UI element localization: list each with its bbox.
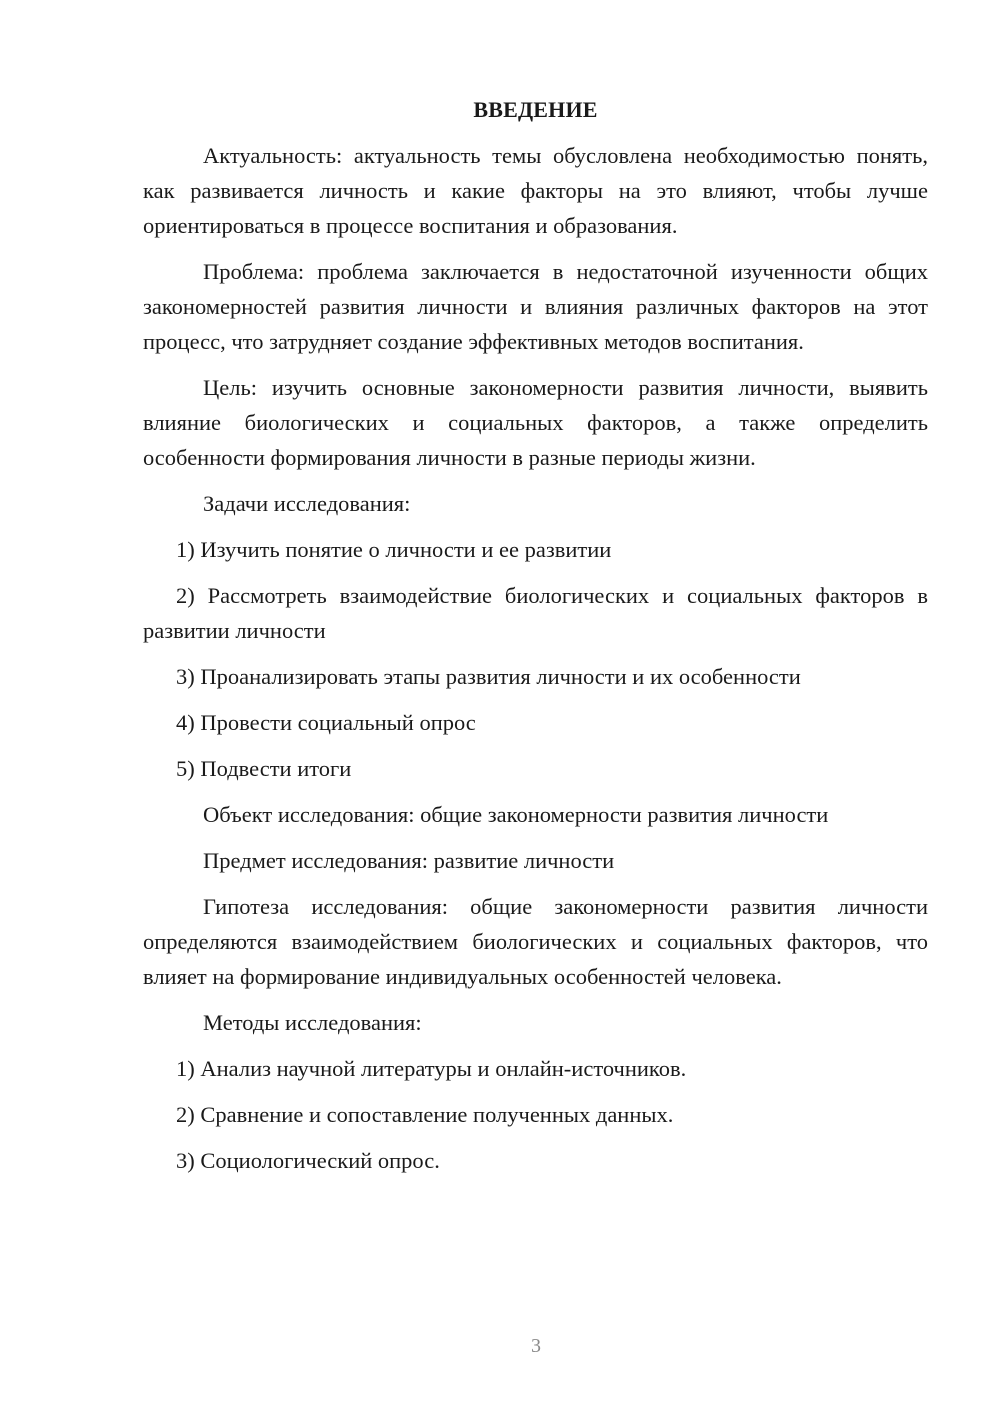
task-item: 3) Проанализировать этапы развития личности и их особенности — [176, 664, 801, 689]
task-item: 5) Подвести итоги — [176, 756, 352, 781]
hypothesis-paragraph: Гипотеза исследования: общие закономерности развития личности определяются взаимодействием биологических и социальных факторов, что влияет на формирование индивидуальных особенностей человека. — [143, 894, 928, 989]
object-paragraph: Объект исследования: общие закономерности развития личности — [203, 802, 829, 827]
method-item: 1) Анализ научной литературы и онлайн-источников. — [176, 1056, 687, 1081]
task-item: 2) Рассмотреть взаимодействие биологических и социальных факторов в развитии личности — [143, 583, 928, 643]
methods-heading: Методы исследования: — [203, 1010, 422, 1035]
subject-paragraph: Предмет исследования: развитие личности — [203, 848, 615, 873]
task-item: 1) Изучить понятие о личности и ее развитии — [176, 537, 612, 562]
task-item: 4) Провести социальный опрос — [176, 710, 476, 735]
method-item: 2) Сравнение и сопоставление полученных данных. — [176, 1102, 674, 1127]
goal-paragraph: Цель: изучить основные закономерности развития личности, выявить влияние биологических и социальных факторов, а также определить особенности формирования личности в разные периоды жизни. — [143, 375, 928, 470]
tasks-heading: Задачи исследования: — [203, 491, 411, 516]
relevance-paragraph: Актуальность: актуальность темы обусловлена необходимостью понять, как развивается личность и какие факторы на это влияют, чтобы лучше ориентироваться в процессе воспитания и образования. — [143, 143, 928, 238]
page-number: 3 — [531, 1335, 541, 1357]
problem-paragraph: Проблема: проблема заключается в недостаточной изученности общих закономерностей развития личности и влияния различных факторов на этот процесс, что затрудняет создание эффективных методов воспитания. — [143, 259, 928, 354]
page-content — [143, 92, 928, 1189]
method-item: 3) Социологический опрос. — [176, 1148, 440, 1173]
page-title: ВВЕДЕНИЕ — [473, 97, 598, 122]
